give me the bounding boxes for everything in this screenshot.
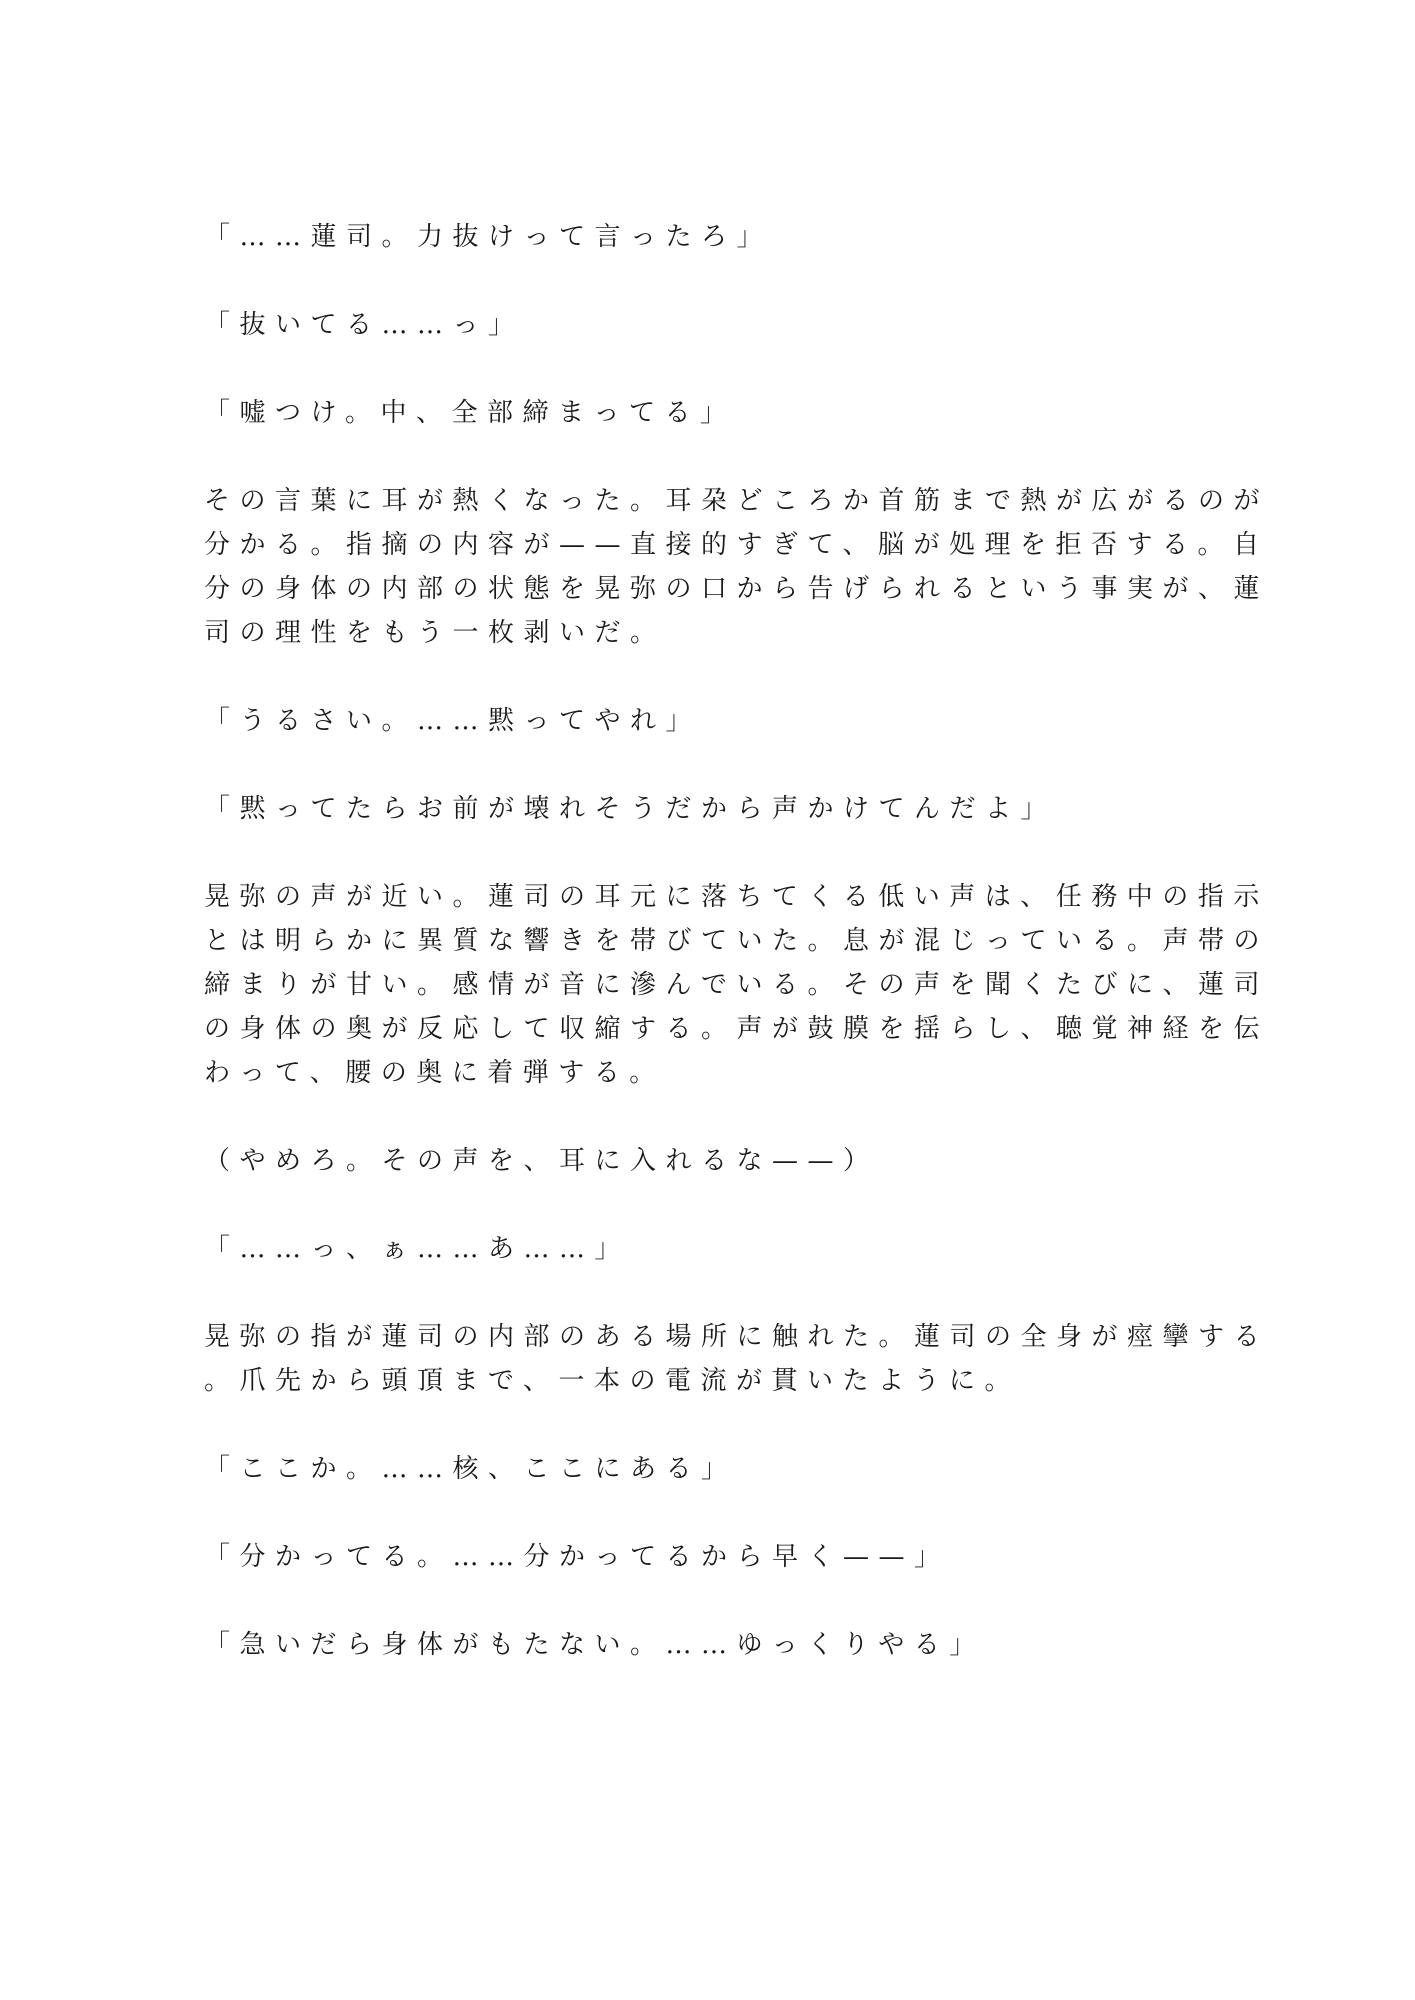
text-line: 「……蓮司。力抜けって言ったろ」 (204, 222, 773, 252)
text-line: 「急いだら身体がもたない。……ゆっくりやる」 (204, 1630, 985, 1660)
text-line: 晃弥の指が蓮司の内部のある場所に触れた。蓮司の全身が痙攣する (204, 1322, 1270, 1352)
text-line: 「嘘つけ。中、全部締まってる」 (204, 398, 736, 428)
paragraph-8 (204, 1139, 1204, 1183)
text-line: 分の身体の内部の状態を晃弥の口から告げられるという事実が、蓮 (204, 574, 1270, 604)
text-line: 「分かってる。……分かってるから早く——」 (204, 1542, 950, 1572)
text-line: とは明らかに異質な響きを帯びていた。息が混じっている。声帯の (204, 926, 1270, 956)
paragraph-3 (204, 391, 1204, 435)
paragraph-4 (204, 479, 1270, 655)
text-line: その言葉に耳が熱くなった。耳朶どころか首筋まで熱が広がるのが (204, 486, 1270, 516)
text-line: 「黙ってたらお前が壊れそうだから声かけてんだよ」 (204, 794, 1057, 824)
text-line: 締まりが甘い。感情が音に滲んでいる。その声を聞くたびに、蓮司 (204, 970, 1270, 1000)
text-line: 分かる。指摘の内容が——直接的すぎて、脳が処理を拒否する。自 (204, 530, 1269, 560)
paragraph-6 (204, 787, 1204, 831)
text-line: （やめろ。その声を、耳に入れるな——） (204, 1146, 879, 1176)
text-line: の身体の奥が反応して収縮する。声が鼓膜を揺らし、聴覚神経を伝 (204, 1014, 1270, 1044)
text-line: 。爪先から頭頂まで、一本の電流が貫いたように。 (204, 1366, 1020, 1396)
paragraph-13 (204, 1623, 1204, 1667)
paragraph-1 (204, 215, 1204, 259)
paragraph-2 (204, 303, 1204, 347)
paragraph-9 (204, 1227, 1204, 1271)
text-line: 「ここか。……核、ここにある」 (204, 1454, 737, 1484)
text-line: 晃弥の声が近い。蓮司の耳元に落ちてくる低い声は、任務中の指示 (204, 882, 1269, 912)
paragraph-11 (204, 1447, 1204, 1491)
text-line: 司の理性をもう一枚剥いだ。 (204, 618, 666, 648)
text-body (204, 215, 1270, 1711)
text-line: わって、腰の奥に着弾する。 (204, 1058, 665, 1088)
text-line: 「抜いてる……っ」 (204, 310, 524, 340)
paragraph-5 (204, 699, 1204, 743)
text-line: 「……っ、ぁ……あ……」 (204, 1234, 631, 1264)
paragraph-7 (204, 875, 1270, 1095)
paragraph-12 (204, 1535, 1204, 1579)
text-line: 「うるさい。……黙ってやれ」 (204, 706, 702, 736)
paragraph-10 (204, 1315, 1270, 1403)
